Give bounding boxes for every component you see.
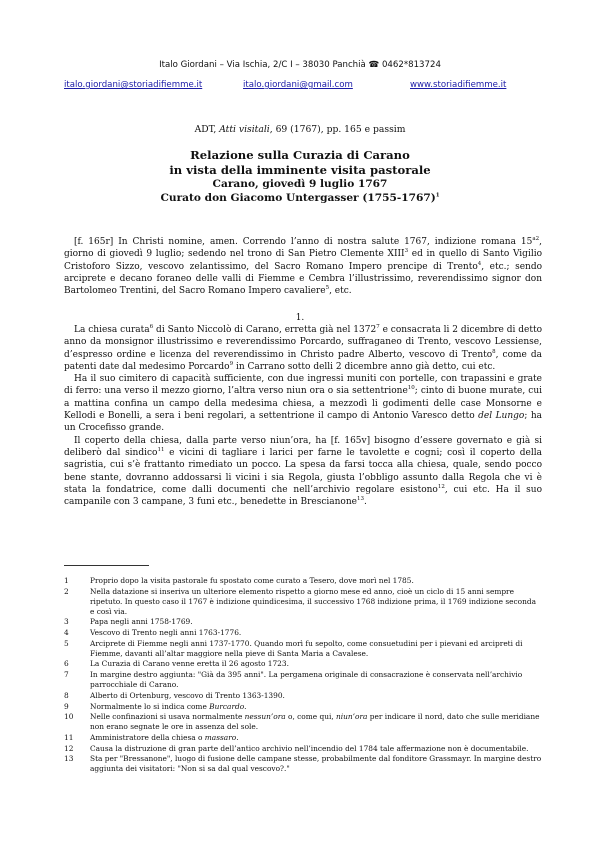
footnote: 10 Nelle confinazioni si usava normalmente nessun’ora o, come qui, niun’ora per indicare il nord, dato che sulle meridiane non erano segnate le ore in assenza del sole. (64, 712, 540, 732)
footnote: 9 Normalmente lo si indica come Burcardo. (64, 701, 247, 711)
title-line-1: Relazione sulla Curazia di Carano (190, 148, 410, 162)
footnote: 1 Proprio dopo la visita pastorale fu spostato come curato a Tesero, dove morì nel 1785. (64, 576, 414, 585)
footnote-ref: a2 (532, 236, 540, 242)
author-address: Italo Giordani – Via Ischia, 2/C I – 38030 Panchià ☎ 0462*813724 (159, 60, 441, 70)
footnote: 4 Vescovo di Trento negli anni 1763-1776. (64, 628, 242, 638)
title-line-4 (0, 191, 600, 205)
source-reference (0, 124, 600, 135)
intro-paragraph: [f. 165r] In Christi nomine, amen. Correndo l’anno di nostra salute 1767, indizione romana $15^{a2}$, giorno di giovedì 9 luglio; sedendo nel trono di San Pietro Clemente XIII$^3$ ed in quello di Santo Vigilio Cristoforo Sizzo, vescovo zelantissimo, del Sacro Romano Impero prencipe di Trento$^4$, etc.; sendo arciprete e decano foraneo delle valli di Fiemme e Cembra l’illustrissimo, reverendissimo signor don Bartolomeo Trentini, del Sacro Romano Impero cavaliere$^5$, etc. (64, 236, 542, 297)
footnote-ref: 12 (437, 483, 445, 490)
footnote: 6 La Curazia di Carano venne eretta il 26 agosto 1723. (64, 659, 289, 669)
footnote: 13 Sta per "Bressanone", luogo di fusione delle campane stesse, probabilmente dal fonditore Grassmayr. In margine destro aggiunta dei visitatori: "Non si sa dal qual vescovo?." (64, 754, 542, 774)
title-line-2: in vista della imminente visita pastorale (169, 162, 431, 177)
website-link[interactable]: www.storiadifiemme.it (410, 80, 507, 90)
curate-name: Curato don Giacomo Untergasser (1755-1767) (160, 192, 436, 204)
title-line-3: Carano, giovedì 9 luglio 1767 (212, 178, 388, 190)
paragraph-church: La chiesa curata$^6$ di Santo Niccolò di Carano, erretta già nel 1372$^7$ e consacrata li 2 dicembre di detto anno da monsignor illustrissimo e reverendissimo Porcardo, suffraganeo di Trento, vescovo Lessiense, d’espresso ordine e licenza del reverendissimo in Christo padre Alberto, vescovo di Trento$^8$, come da patenti date dal medesimo Porcardo$^9$ in Carrano sotto delli 2 dicembre anno già detto, cui etc. (64, 324, 543, 372)
footnote: 8 Alberto di Ortenburg, vescovo di Trento 1363-1390. (64, 690, 285, 700)
footnote: 2 Nella datazione si inseriva un ulteriore elemento rispetto a giorno mese ed anno, cioè un ciclo di 15 anni sempre ripetuto. In questo caso il 1767 è indizione quindicesima, il successivo 1768 indizione prima, il 1769 indizione seconda e così via. (64, 586, 536, 616)
footnote-separator (64, 565, 149, 566)
footnote-ref: 7 (376, 324, 380, 330)
footnote: 5 Arciprete di Fiemme negli anni 1737-1770. Quando morì fu sepolto, come consuetudini per i pievani ed arcipreti di Fiemme, davanti all’altar maggiore nella pieve di Santa Maria a Cavalese. (64, 638, 523, 658)
footnote-ref: 3 (404, 248, 409, 255)
section-1-text (64, 324, 542, 508)
footnote-ref: 13 (356, 496, 364, 503)
footnotes (64, 576, 542, 775)
source-pages: , 69 (1767), pp. 165 e passim (269, 124, 406, 135)
document-title (0, 148, 600, 205)
email-link-2[interactable]: italo.giordani@gmail.com (243, 80, 353, 90)
footnote-ref: 6 (149, 324, 154, 330)
paragraph-roof: Il coperto della chiesa, dalla parte verso niun’ora, ha [f. 165v] bisogno d’essere governato e già si deliberò dal sindico$^{11}$ e vicini di tagliare i larici per farne le tavolette e cogni; così il coperto della sagristia, cui s’è frattanto rimediato un pocco. La spesa da farsi tocca alla chiesa, quale, sendo pocco bene stante, dovranno addossarsi li vicini i sia Regola, giusta l’obbligo assunto dalla Regola che vi è stata la fondatrice, come dalli documenti che nell’archivio regolare esistono$^{12}$, cui etc. Ha il suo campanile con 3 campane, 3 funi etc., benedette in Brescianone$^{13}$. (64, 435, 542, 508)
footnote: 7 In margine destro aggiunta: "Già da 395 anni". La pergamena originale di consacrazione è conservata nell’archivio parrocchiale di Carano. (64, 670, 523, 690)
footnote-ref: 10 (407, 385, 415, 392)
footnote: 3 Papa negli anni 1758-1769. (64, 617, 193, 627)
footnote-ref: 9 (229, 360, 234, 367)
footnote-ref: 5 (325, 285, 330, 292)
footnote: 11 Amministratore della chiesa o massaro. (64, 732, 239, 742)
footnote-ref: 1 (435, 192, 440, 199)
source-archive: ADT, (194, 124, 220, 135)
footnote-ref: 11 (157, 446, 165, 453)
footnote-ref: 8 (492, 348, 496, 355)
footnote: 12 Causa la distruzione di gran parte dell’antico archivio nell’incendio del 1784 tale affermazione non è documentabile. (64, 743, 529, 753)
source-series: Atti visitali (219, 124, 270, 135)
paragraph-cemetery: Ha il suo cimitero di capacità sufficiente, con due ingressi muniti con portelle, con trapassini e grate di ferro: una verso il mezzo giorno, l’altra verso niun ora o sia settentrione$^{10}$; cinto di buone murate, cui a mattina confina un campo della medesima chiesa, a mezzodì li godimenti delle case Monsorne e Kellodi e Bonelli, a sera i beni regolari, a settentrione il campo di Antonio Varesco detto del Lungo; ha un Crocefisso grande. (64, 374, 543, 434)
section-number: 1. (295, 313, 305, 323)
footnote-ref: 4 (477, 260, 482, 267)
email-link-1[interactable]: italo.giordani@storiadifiemme.it (64, 80, 203, 90)
